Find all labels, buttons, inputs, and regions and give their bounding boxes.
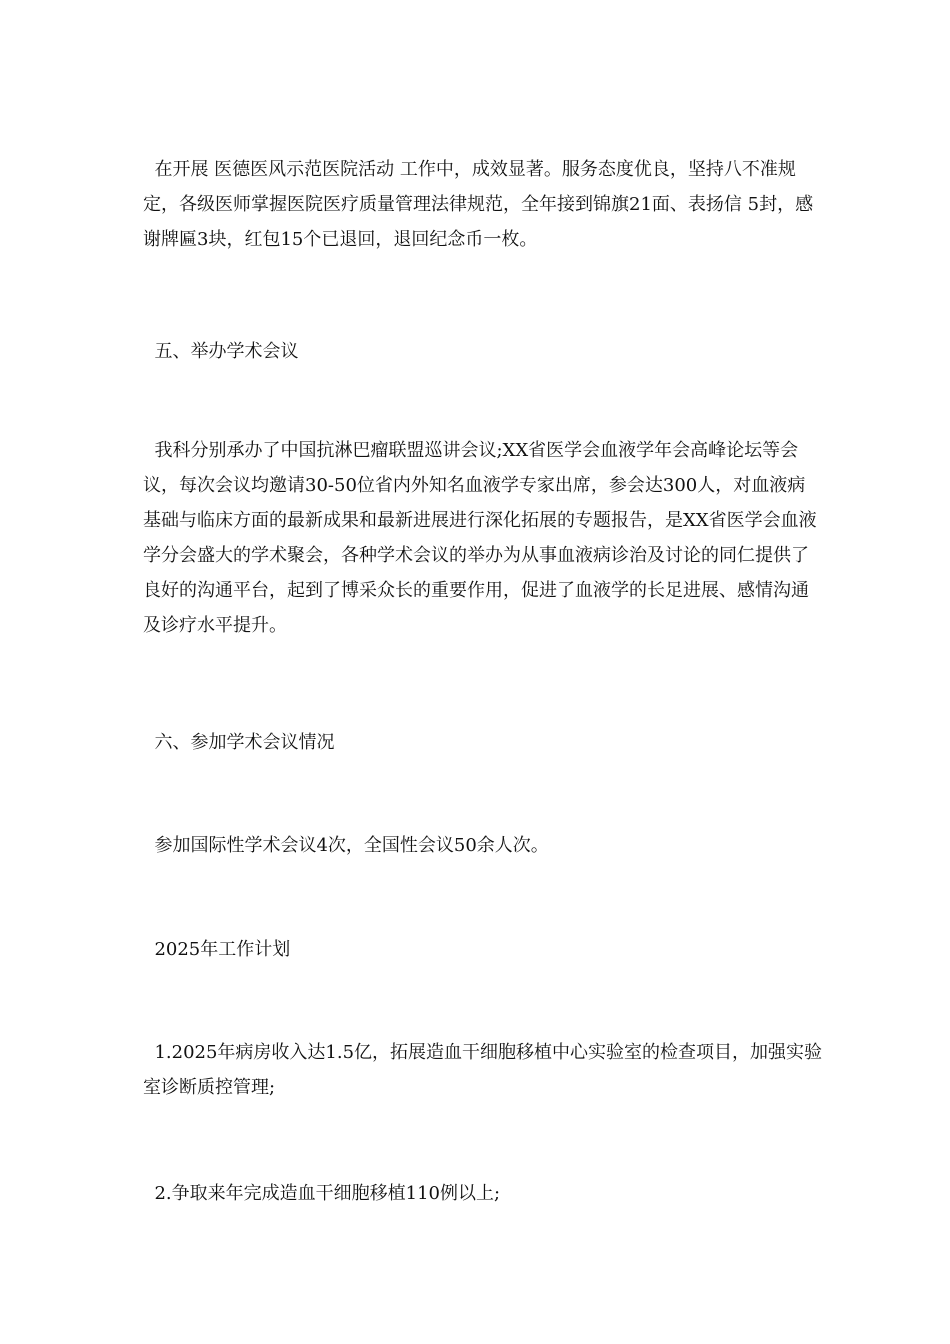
section-heading-plan: 2025年工作计划: [143, 939, 291, 960]
paragraph-conferences-attended: 参加国际性学术会议4次，全国性会议50余人次。: [143, 835, 549, 856]
plan-item-1: 1.2025年病房收入达1.5亿，拓展造血干细胞移植中心实验室的检查项目，加强实验室诊断质控管理;: [143, 1042, 823, 1098]
plan-item-2: 2.争取来年完成造血干细胞移植110例以上;: [143, 1183, 501, 1204]
section-heading-five: 五、举办学术会议: [143, 341, 299, 362]
paragraph-conferences-hosted: 我科分别承办了中国抗淋巴瘤联盟巡讲会议;XX省医学会血液学年会高峰论坛等会议，每次会议均邀请30-50位省内外知名血液学专家出席，参会达300人，对血液病基础与临床方面的最新成果和最新进展进行深化拓展的专题报告，是XX省医学会血液学分会盛大的学术聚会，各种学术会议的举办为从事血液病诊治及讨论的同仁提供了良好的沟通平台，起到了博采众长的重要作用，促进了血液学的长足进展、感情沟通及诊疗水平提升。: [143, 440, 817, 636]
section-heading-six: 六、参加学术会议情况: [143, 732, 335, 753]
paragraph-medical-ethics: 在开展 医德医风示范医院活动 工作中，成效显著。服务态度优良，坚持八不准规定，各级医师掌握医院医疗质量管理法律规范，全年接到锦旗21面、表扬信 5封，感谢牌匾3块，红包15个已退回，退回纪念币一枚。: [143, 159, 814, 250]
